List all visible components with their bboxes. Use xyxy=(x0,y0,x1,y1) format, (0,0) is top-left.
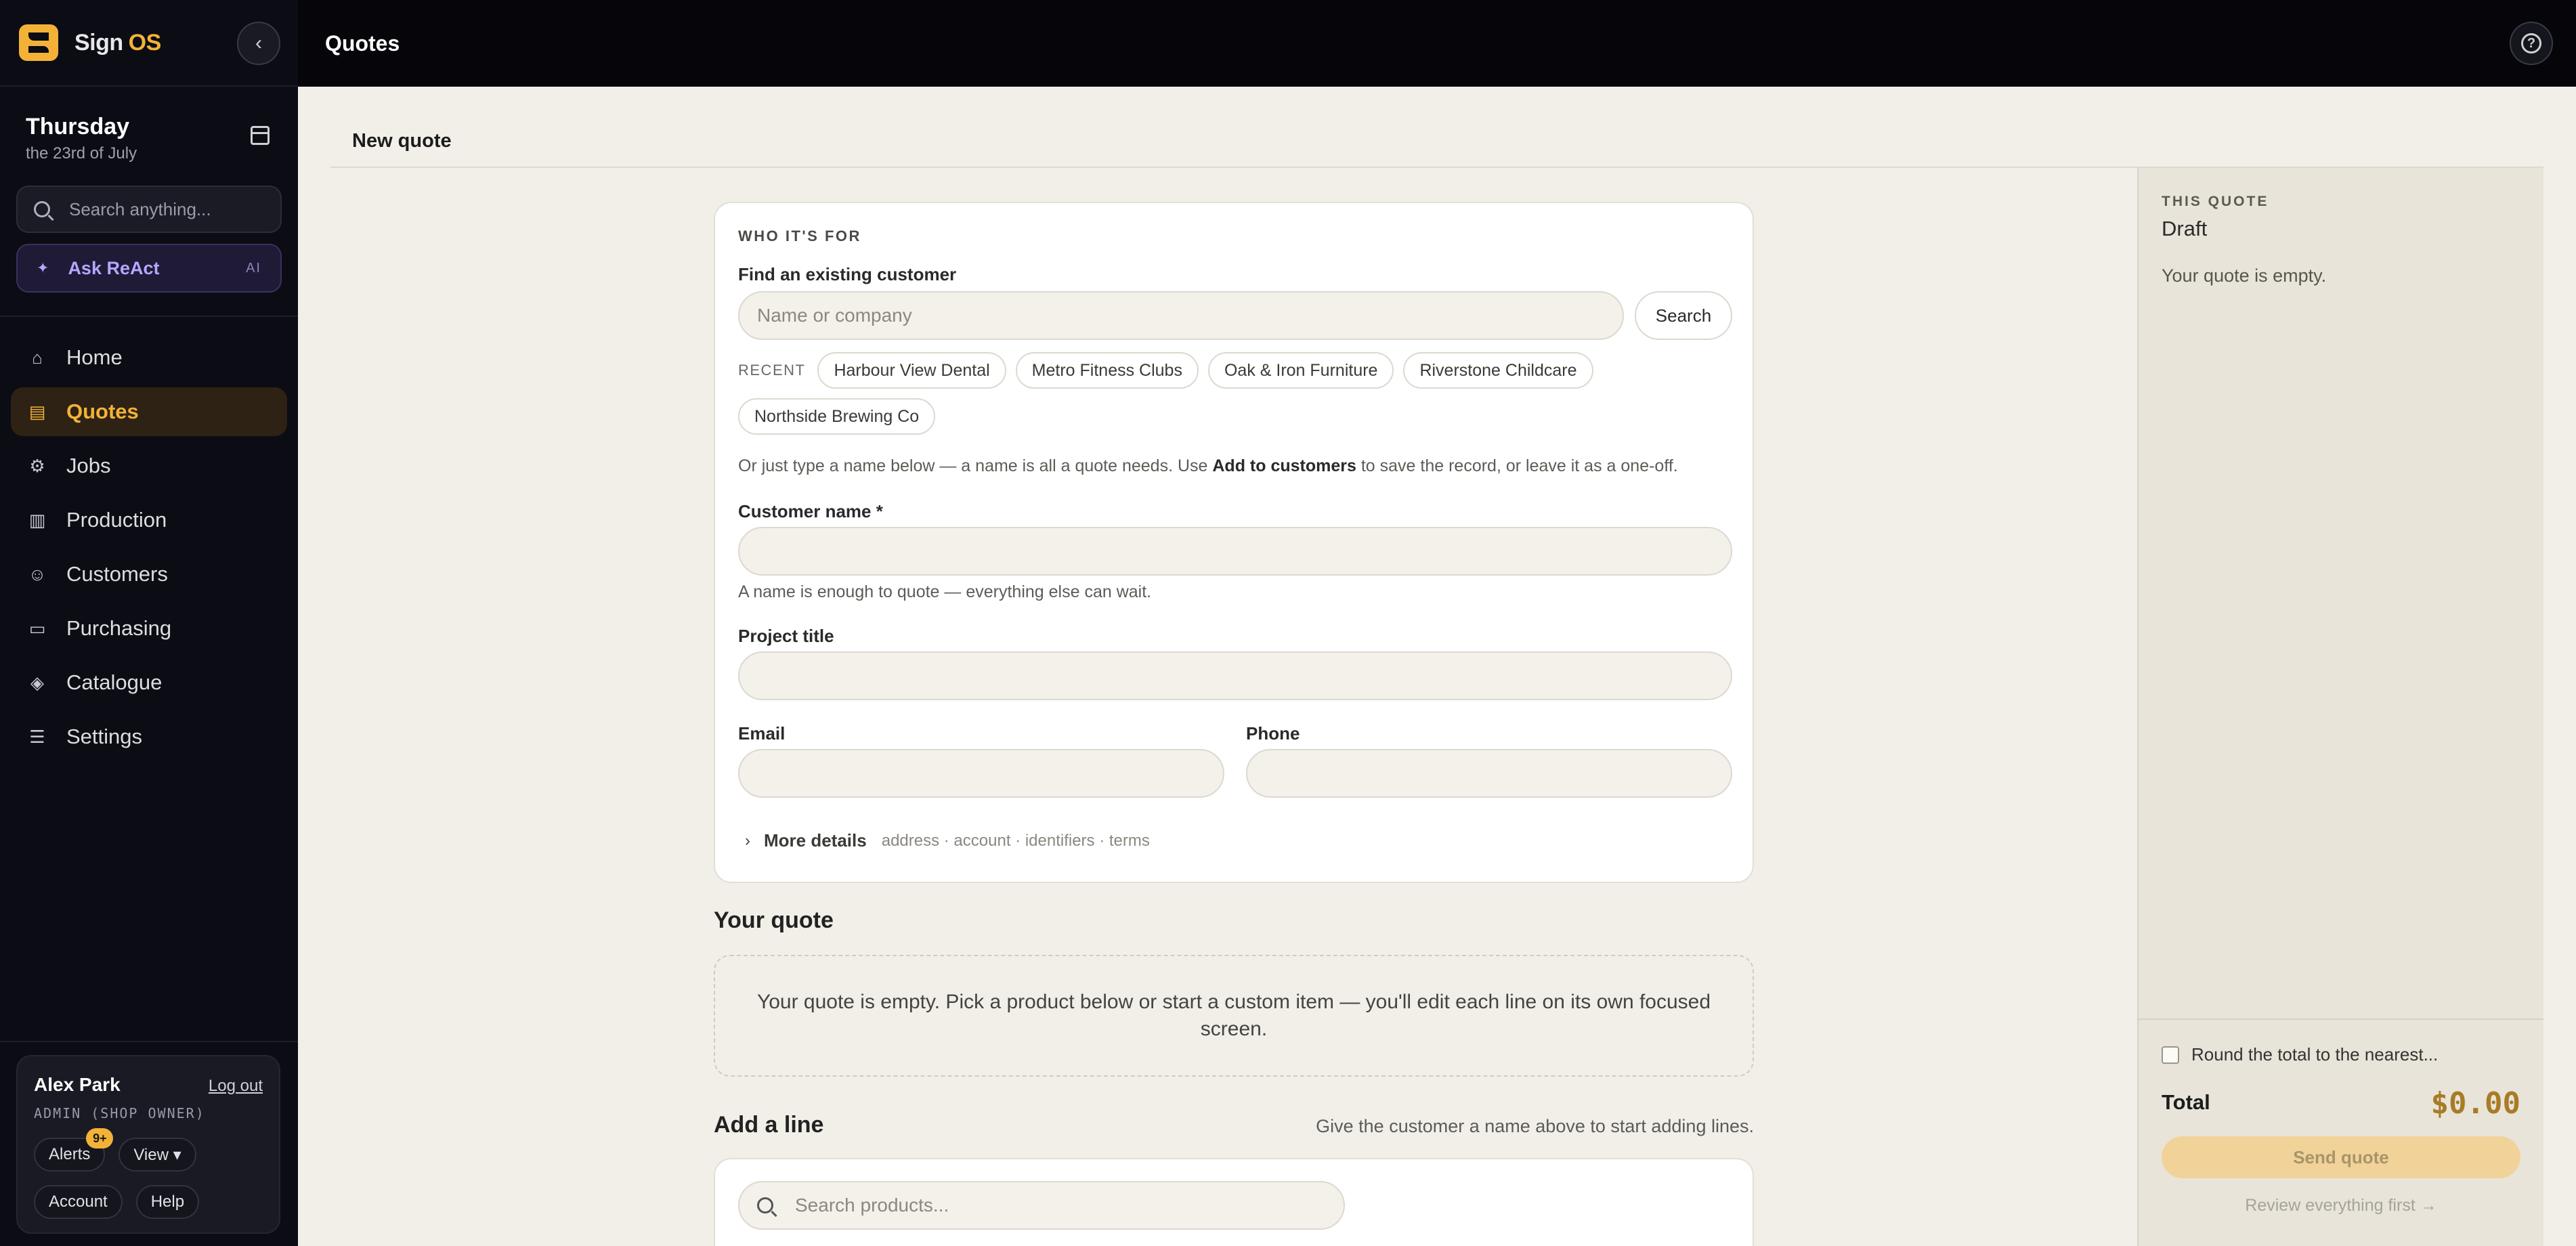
project-title-input[interactable] xyxy=(738,651,1732,700)
sidebar xyxy=(0,0,298,1246)
round-total-checkbox[interactable] xyxy=(2162,1046,2179,1064)
quote-empty-state xyxy=(714,955,1754,1077)
account-label: Account xyxy=(49,1193,108,1211)
section-label: WHO IT'S FOR xyxy=(738,228,861,244)
sidebar-item-label: Purchasing xyxy=(66,616,172,640)
account-button[interactable] xyxy=(34,1185,123,1219)
recent-customer-chip[interactable]: Metro Fitness Clubs xyxy=(1016,352,1199,389)
round-total-label: Round the total to the nearest... xyxy=(2191,1044,2439,1065)
brand-sign: Sign xyxy=(74,29,123,56)
customer-card xyxy=(714,202,1754,883)
product-search-placeholder: Search products... xyxy=(795,1195,949,1216)
sidebar-item-settings[interactable] xyxy=(11,712,287,761)
sidebar-header xyxy=(0,0,298,87)
find-customer-label: Find an existing customer xyxy=(738,264,957,284)
brand-os: OS xyxy=(128,29,161,56)
main-nav xyxy=(0,317,298,761)
more-details-toggle[interactable] xyxy=(738,830,1150,851)
view-menu-button[interactable] xyxy=(119,1138,196,1172)
email-input[interactable] xyxy=(738,749,1224,798)
subheader-title: New quote xyxy=(352,130,452,152)
search-icon xyxy=(757,1197,773,1213)
sidebar-item-home[interactable] xyxy=(11,333,287,382)
search-icon xyxy=(34,201,50,217)
recent-customers xyxy=(738,352,1734,435)
quote-summary-panel xyxy=(2137,168,2543,1246)
round-total-option[interactable] xyxy=(2162,1044,2438,1065)
home-icon: ⌂ xyxy=(32,347,43,368)
brand-name xyxy=(74,30,161,56)
sidebar-item-purchasing[interactable] xyxy=(11,604,287,653)
total-label: Total xyxy=(2162,1090,2210,1114)
sidebar-item-label: Settings xyxy=(66,725,143,748)
search-customer-button[interactable]: Search xyxy=(1635,291,1732,340)
date-day: Thursday xyxy=(26,114,130,139)
sidebar-item-label: Customers xyxy=(66,562,168,586)
find-customer-input[interactable] xyxy=(738,291,1624,340)
add-line-hint: Give the customer a name above to start adding lines. xyxy=(1316,1116,1754,1136)
jobs-icon: ⚙ xyxy=(29,455,45,476)
date-block xyxy=(0,87,298,175)
subheader xyxy=(330,87,2543,168)
add-line-heading: Add a line xyxy=(714,1112,824,1138)
review-link[interactable]: Review everything first → xyxy=(2245,1196,2437,1215)
logo-icon xyxy=(19,24,58,61)
this-quote-label: THIS QUOTE xyxy=(2162,194,2269,209)
phone-label: Phone xyxy=(1246,723,1300,744)
logout-link[interactable]: Log out xyxy=(208,1077,263,1095)
sliders-icon: ☰ xyxy=(29,726,45,747)
recent-customer-chip[interactable]: Oak & Iron Furniture xyxy=(1208,352,1394,389)
hint-pre: Or just type a name below — a name is all a quote needs. Use xyxy=(738,456,1213,475)
sidebar-item-jobs[interactable] xyxy=(11,442,287,490)
sidebar-search-input[interactable] xyxy=(16,186,282,233)
sidebar-item-label: Quotes xyxy=(66,400,139,423)
customer-name-hint: A name is enough to quote — everything else can wait. xyxy=(738,582,1152,601)
help-circle-button[interactable] xyxy=(2510,22,2553,65)
ask-react-button[interactable] xyxy=(16,244,282,293)
user-name: Alex Park xyxy=(34,1074,121,1095)
help-label: Help xyxy=(150,1193,185,1211)
sparkle-icon: ✦ xyxy=(37,259,49,276)
quote-status: Draft xyxy=(2162,217,2208,240)
recent-label: RECENT xyxy=(738,362,806,379)
alerts-label: Alerts xyxy=(49,1145,91,1163)
question-icon: ? xyxy=(2521,33,2541,53)
your-quote-heading: Your quote xyxy=(714,907,834,933)
more-details-sub: address · account · identifiers · terms xyxy=(881,831,1150,850)
sidebar-item-label: Home xyxy=(66,345,123,369)
user-card xyxy=(16,1055,280,1234)
hint-post: to save the record, or leave it as a one-off. xyxy=(1356,456,1678,475)
customer-hint-text xyxy=(738,456,1678,476)
document-icon: ▤ xyxy=(28,401,46,422)
top-bar xyxy=(298,0,2576,87)
sidebar-bottom-divider xyxy=(0,1041,298,1042)
sidebar-item-production[interactable] xyxy=(11,496,287,544)
project-title-label: Project title xyxy=(738,626,834,646)
help-button[interactable] xyxy=(136,1185,199,1219)
more-details-label: More details xyxy=(764,830,867,851)
total-value: $0.00 xyxy=(2430,1086,2520,1121)
hint-bold: Add to customers xyxy=(1212,456,1356,475)
date-subtitle: the 23rd of July xyxy=(26,144,137,163)
quote-summary-footer xyxy=(2139,1018,2543,1246)
alerts-button[interactable] xyxy=(34,1131,107,1172)
sidebar-item-customers[interactable] xyxy=(11,550,287,599)
email-label: Email xyxy=(738,723,786,744)
bar-chart-icon: ▥ xyxy=(28,509,46,530)
sidebar-item-catalogue[interactable] xyxy=(11,658,287,707)
chevron-right-icon: › xyxy=(745,831,750,850)
sidebar-search-placeholder: Search anything... xyxy=(69,198,211,219)
recent-customer-chip[interactable]: Harbour View Dental xyxy=(817,352,1006,389)
user-role: ADMIN (SHOP OWNER) xyxy=(34,1105,205,1121)
purchasing-icon: ▭ xyxy=(28,618,46,639)
product-search-card xyxy=(714,1158,1754,1246)
users-icon: ☺ xyxy=(28,563,47,584)
sidebar-item-label: Jobs xyxy=(66,454,111,477)
send-quote-button[interactable]: Send quote xyxy=(2162,1136,2520,1178)
customer-name-label: Customer name * xyxy=(738,501,883,521)
chevron-left-icon: ‹ xyxy=(255,32,262,54)
sidebar-item-label: Production xyxy=(66,508,167,532)
alerts-badge: 9+ xyxy=(86,1128,113,1148)
sidebar-item-label: Catalogue xyxy=(66,670,163,694)
phone-input[interactable] xyxy=(1246,749,1732,798)
sidebar-item-quotes[interactable] xyxy=(11,387,287,436)
quote-summary-empty: Your quote is empty. xyxy=(2162,265,2327,286)
recent-customer-chip[interactable]: Northside Brewing Co xyxy=(738,398,935,435)
calendar-icon[interactable] xyxy=(251,126,270,145)
box-icon: ◈ xyxy=(30,672,44,693)
find-customer-placeholder: Name or company xyxy=(757,305,912,326)
view-label: View ▾ xyxy=(133,1145,181,1164)
recent-customer-chip[interactable]: Riverstone Childcare xyxy=(1403,352,1593,389)
ask-react-label: Ask ReAct xyxy=(68,257,160,278)
customer-name-input[interactable] xyxy=(738,527,1732,576)
user-actions xyxy=(34,1131,263,1219)
page-title: Quotes xyxy=(325,30,400,56)
product-search-input[interactable] xyxy=(738,1181,1345,1230)
collapse-sidebar-button[interactable] xyxy=(237,22,280,65)
quote-empty-text: Your quote is empty. Pick a product below or start a custom item — you'll edit each line on its own focused screen. xyxy=(756,991,1711,1040)
ai-tag: AI xyxy=(246,260,261,276)
